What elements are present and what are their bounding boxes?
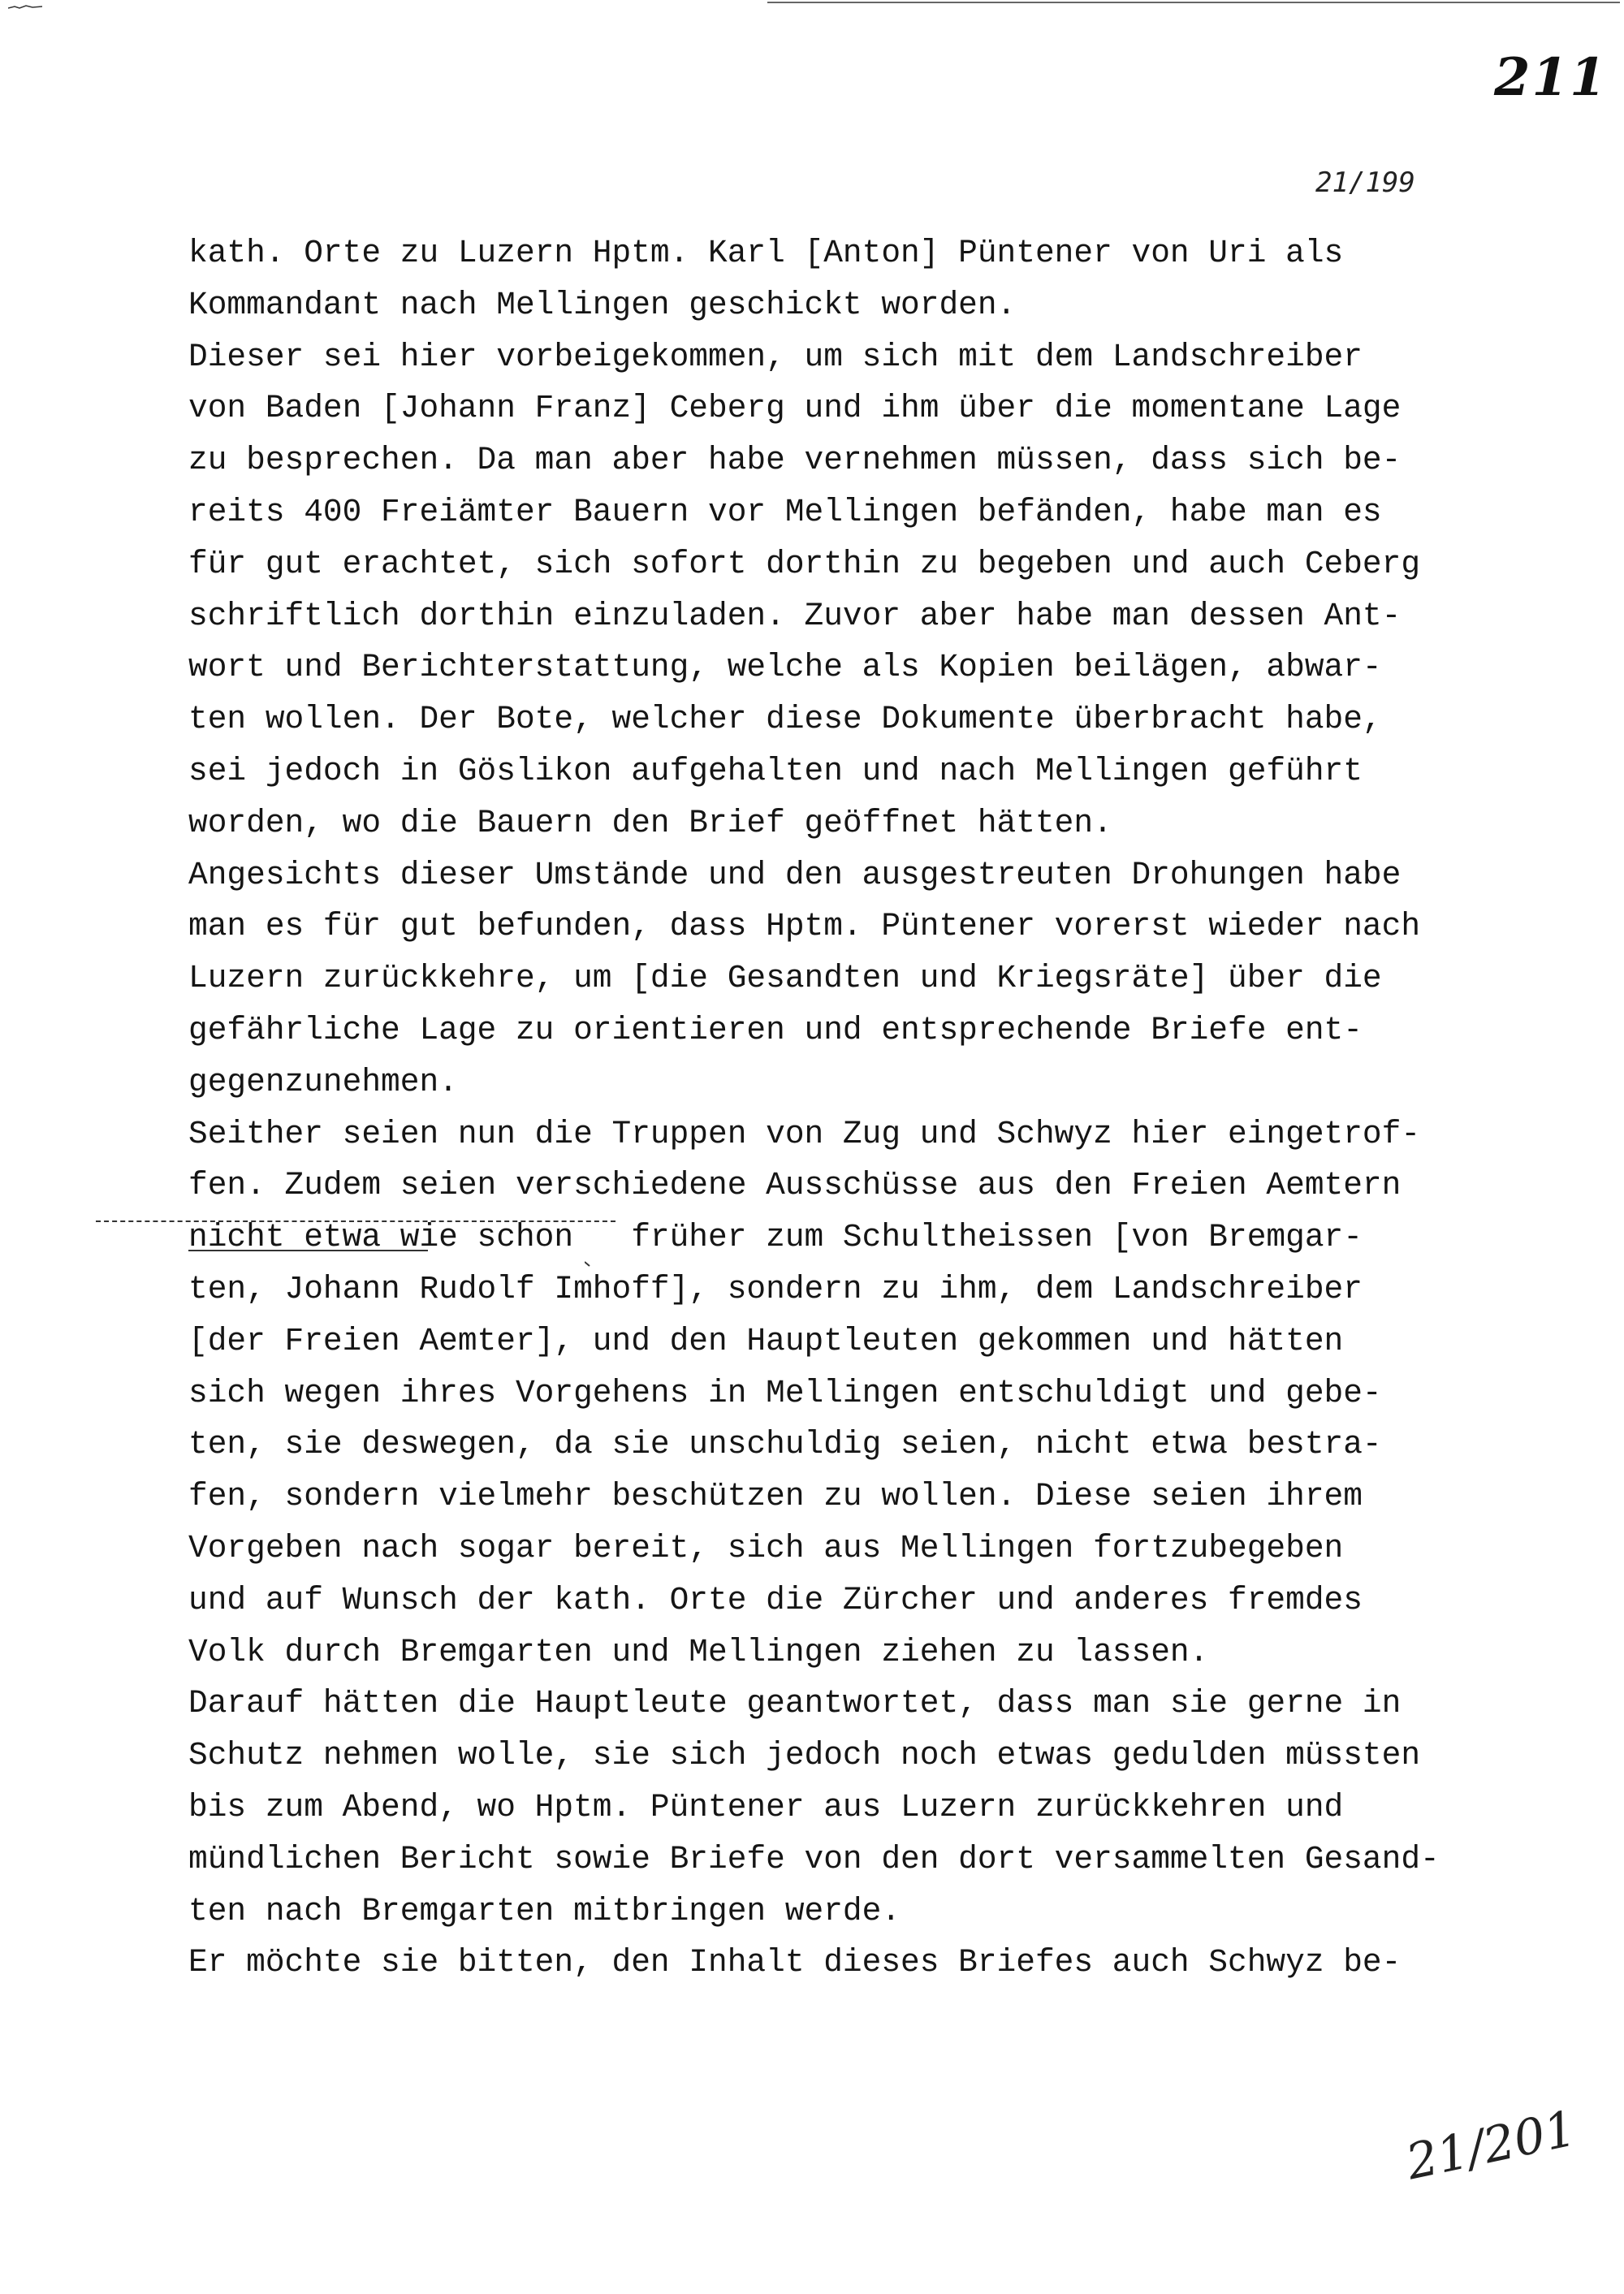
text-line: zu besprechen. Da man aber habe vernehmen müssen, dass sich be- [188, 442, 1402, 479]
text-line: ten, sie deswegen, da sie unschuldig seien, nicht etwa bestra- [188, 1426, 1382, 1463]
handwritten-bottom-folio: 21/201 [1402, 2100, 1582, 2192]
text-line: nicht etwa wie schon früher zum Schultheissen [von Bremgar- [188, 1219, 1363, 1256]
text-line: sei jedoch in Göslikon aufgehalten und nach Mellingen geführt [188, 752, 1363, 789]
text-line: ten wollen. Der Bote, welcher diese Dokumente überbracht habe, [188, 701, 1382, 738]
text-line: von Baden [Johann Franz] Ceberg und ihm über die momentane Lage [188, 390, 1402, 427]
text-line: für gut erachtet, sich sofort dorthin zu begeben und auch Ceberg [188, 545, 1421, 582]
text-line: Dieser sei hier vorbeigekommen, um sich mit dem Landschreiber [188, 338, 1363, 375]
text-line: wort und Berichterstattung, welche als Kopien beilägen, abwar- [188, 649, 1382, 686]
handwritten-folio-number: 211 [1494, 47, 1608, 108]
text-line: kath. Orte zu Luzern Hptm. Karl [Anton] Püntener von Uri als [188, 235, 1344, 271]
text-line: fen. Zudem seien verschiedene Ausschüsse aus den Freien Aemtern [188, 1167, 1402, 1204]
text-line: sich wegen ihres Vorgehens in Mellingen entschuldigt und gebe- [188, 1374, 1382, 1411]
text-line: Vorgeben nach sogar bereit, sich aus Mellingen fortzubegeben [188, 1529, 1344, 1566]
text-line: fen, sondern vielmehr beschützen zu wollen. Diese seien ihrem [188, 1478, 1363, 1515]
text-line: gegenzunehmen. [188, 1063, 458, 1100]
text-line: Luzern zurückkehre, um [die Gesandten und Kriegsräte] über die [188, 960, 1382, 997]
text-line: man es für gut befunden, dass Hptm. Püntener vorerst wieder nach [188, 908, 1421, 945]
text-line: Angesichts dieser Umstände und den ausgestreuten Drohungen habe [188, 856, 1402, 893]
text-line: ten nach Bremgarten mitbringen werde. [188, 1892, 901, 1929]
typed-body-text [188, 227, 1471, 1989]
text-line: Er möchte sie bitten, den Inhalt dieses Briefes auch Schwyz be- [188, 1944, 1402, 1981]
text-line: worden, wo die Bauern den Brief geöffnet hätten. [188, 804, 1112, 841]
page-reference: 21/199 [1315, 166, 1415, 199]
text-line: mündlichen Bericht sowie Briefe von den dort versammelten Gesand- [188, 1840, 1440, 1877]
text-line: reits 400 Freiämter Bauern vor Mellingen befänden, habe man es [188, 493, 1382, 530]
text-line: und auf Wunsch der kath. Orte die Zürcher und anderes fremdes [188, 1581, 1363, 1618]
text-line: gefährliche Lage zu orientieren und entsprechende Briefe ent- [188, 1011, 1363, 1048]
text-line: Seither seien nun die Truppen von Zug und Schwyz hier eingetrof- [188, 1115, 1421, 1152]
text-line: Volk durch Bremgarten und Mellingen ziehen zu lassen. [188, 1633, 1209, 1670]
text-line: [der Freien Aemter], und den Hauptleuten gekommen und hätten [188, 1322, 1344, 1359]
text-line: schriftlich dorthin einzuladen. Zuvor aber habe man dessen Ant- [188, 597, 1402, 634]
text-line: ten, Johann Rudolf Imhoff], sondern zu ihm, dem Landschreiber [188, 1270, 1363, 1307]
corner-scratch-mark [8, 5, 42, 10]
text-line: Kommandant nach Mellingen geschickt worden. [188, 286, 1017, 323]
text-line: Schutz nehmen wolle, sie sich jedoch noch etwas gedulden müssten [188, 1737, 1421, 1774]
text-line: Darauf hätten die Hauptleute geantwortet, dass man sie gerne in [188, 1685, 1402, 1722]
text-line: bis zum Abend, wo Hptm. Püntener aus Luzern zurückkehren und [188, 1788, 1344, 1825]
top-edge-rule [767, 2, 1620, 3]
